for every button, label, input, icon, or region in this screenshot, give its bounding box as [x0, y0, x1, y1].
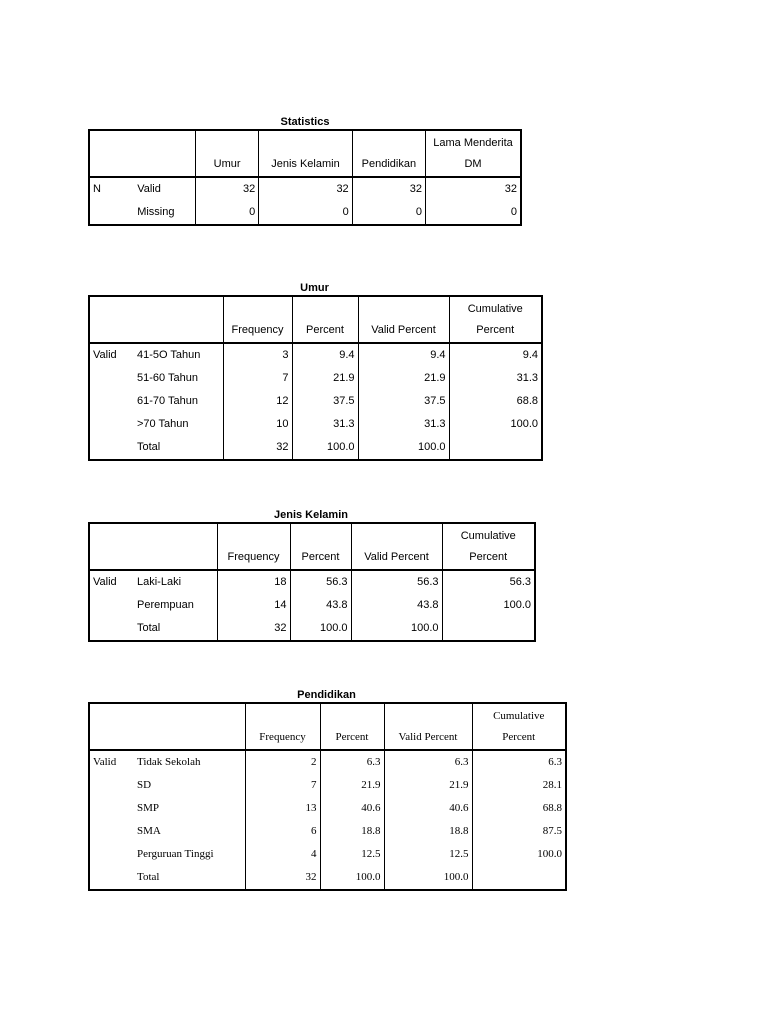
row-label: Total — [134, 617, 217, 641]
table-cell: 7 — [245, 774, 320, 797]
table-cell: 9.4 — [358, 343, 449, 367]
table-cell: 43.8 — [351, 594, 442, 617]
table-row — [89, 413, 542, 436]
table-row — [89, 201, 521, 225]
table-cell: 100.0 — [358, 436, 449, 460]
table-cell: 6 — [245, 820, 320, 843]
table-cell: 18 — [217, 570, 290, 594]
table-cell: 0 — [195, 201, 258, 225]
row-label: SMA — [134, 820, 245, 843]
row-label: 61-70 Tahun — [134, 390, 223, 413]
table-row — [89, 797, 566, 820]
row-group-label — [89, 797, 134, 820]
table-cell: 40.6 — [384, 797, 472, 820]
table-cell: 100.0 — [384, 866, 472, 890]
header-cell: Percent — [320, 703, 384, 750]
table-header-row — [89, 296, 542, 343]
table-cell: 18.8 — [384, 820, 472, 843]
table-header-row — [89, 703, 566, 750]
table-row — [89, 617, 535, 641]
row-label: 51-60 Tahun — [134, 367, 223, 390]
table-cell: 56.3 — [290, 570, 351, 594]
table-cell: 32 — [259, 177, 352, 201]
umur-block — [88, 282, 541, 461]
row-label: Perguruan Tinggi — [134, 843, 245, 866]
row-group-label — [89, 820, 134, 843]
table-cell: 32 — [426, 177, 521, 201]
row-label: Valid — [134, 177, 195, 201]
header-cell — [89, 296, 134, 343]
row-group-label: N — [93, 183, 101, 195]
table-cell: 4 — [245, 843, 320, 866]
table-row — [89, 843, 566, 866]
row-label: Total — [134, 866, 245, 890]
row-group-label — [89, 843, 134, 866]
table-row — [89, 750, 566, 774]
header-cell: Percent — [292, 296, 358, 343]
header-cell: Valid Percent — [351, 523, 442, 570]
table-cell: 87.5 — [472, 820, 566, 843]
row-label: Laki-Laki — [134, 570, 217, 594]
umur-title: Umur — [300, 282, 329, 294]
row-group-label — [89, 774, 134, 797]
header-cell: Frequency — [223, 296, 292, 343]
table-row — [89, 436, 542, 460]
table-cell — [442, 617, 535, 641]
header-cell: Valid Percent — [384, 703, 472, 750]
table-cell: 37.5 — [358, 390, 449, 413]
table-cell: 37.5 — [292, 390, 358, 413]
table-cell: 100.0 — [290, 617, 351, 641]
statistics-title: Statistics — [280, 116, 330, 128]
table-cell: 21.9 — [292, 367, 358, 390]
header-cell: Cumulative Percent — [472, 703, 566, 750]
table-cell: 13 — [245, 797, 320, 820]
table-row — [89, 367, 542, 390]
table-cell: 6.3 — [320, 750, 384, 774]
table-row — [89, 390, 542, 413]
pendidikan-table — [88, 702, 567, 891]
table-cell: 7 — [223, 367, 292, 390]
table-cell: 28.1 — [472, 774, 566, 797]
row-group-label: Valid — [93, 576, 117, 588]
row-label: >70 Tahun — [134, 413, 223, 436]
row-label: SMP — [134, 797, 245, 820]
table-cell: 68.8 — [472, 797, 566, 820]
row-group-label — [89, 436, 134, 460]
row-group-label — [89, 866, 134, 890]
jenis-kelamin-block — [88, 509, 534, 642]
table-cell: 100.0 — [472, 843, 566, 866]
table-cell: 32 — [245, 866, 320, 890]
table-cell: 6.3 — [384, 750, 472, 774]
table-row — [89, 820, 566, 843]
header-cell: Percent — [290, 523, 351, 570]
table-cell: 31.3 — [449, 367, 542, 390]
table-cell: 32 — [195, 177, 258, 201]
table-row — [89, 570, 535, 594]
table-cell: 100.0 — [320, 866, 384, 890]
row-label: 41-5O Tahun — [134, 343, 223, 367]
header-cell — [134, 523, 217, 570]
table-cell: 6.3 — [472, 750, 566, 774]
table-cell: 56.3 — [442, 570, 535, 594]
header-cell — [89, 130, 134, 177]
header-cell: Lama Menderita DM — [426, 130, 521, 177]
header-cell — [134, 130, 195, 177]
header-cell: Cumulative Percent — [449, 296, 542, 343]
header-cell: Frequency — [245, 703, 320, 750]
header-cell: Umur — [195, 130, 258, 177]
table-cell: 0 — [259, 201, 352, 225]
row-label: SD — [134, 774, 245, 797]
table-cell: 100.0 — [449, 413, 542, 436]
table-cell: 31.3 — [358, 413, 449, 436]
table-cell: 21.9 — [320, 774, 384, 797]
table-cell: 2 — [245, 750, 320, 774]
jenis-kelamin-table — [88, 522, 536, 642]
header-cell — [134, 703, 245, 750]
table-cell: 40.6 — [320, 797, 384, 820]
row-group-label — [89, 617, 134, 641]
table-cell — [449, 436, 542, 460]
pendidikan-title: Pendidikan — [297, 689, 356, 701]
table-row — [89, 343, 542, 367]
table-cell — [472, 866, 566, 890]
row-label: Tidak Sekolah — [134, 750, 245, 774]
header-cell — [89, 523, 134, 570]
row-label: Total — [134, 436, 223, 460]
table-cell: 31.3 — [292, 413, 358, 436]
header-cell — [89, 703, 134, 750]
table-cell: 14 — [217, 594, 290, 617]
table-cell: 0 — [352, 201, 425, 225]
row-group-label — [89, 201, 134, 225]
statistics-table — [88, 129, 522, 226]
table-cell: 12.5 — [384, 843, 472, 866]
table-cell: 10 — [223, 413, 292, 436]
table-header-row — [89, 523, 535, 570]
umur-table — [88, 295, 543, 461]
table-header-row — [89, 130, 521, 177]
table-row — [89, 774, 566, 797]
table-cell: 32 — [223, 436, 292, 460]
row-group-label — [89, 367, 134, 390]
header-cell: Pendidikan — [352, 130, 425, 177]
table-row — [89, 866, 566, 890]
table-cell: 32 — [217, 617, 290, 641]
row-group-label — [89, 390, 134, 413]
table-cell: 9.4 — [292, 343, 358, 367]
table-cell: 68.8 — [449, 390, 542, 413]
statistics-block — [88, 116, 522, 226]
header-cell: Jenis Kelamin — [259, 130, 352, 177]
table-cell: 3 — [223, 343, 292, 367]
table-cell: 18.8 — [320, 820, 384, 843]
header-cell: Cumulative Percent — [442, 523, 535, 570]
row-group-label — [89, 413, 134, 436]
table-cell: 12 — [223, 390, 292, 413]
table-cell: 100.0 — [292, 436, 358, 460]
row-group-label: Valid — [93, 756, 117, 768]
table-cell: 32 — [352, 177, 425, 201]
header-cell: Frequency — [217, 523, 290, 570]
table-row — [89, 594, 535, 617]
table-cell: 100.0 — [351, 617, 442, 641]
header-cell — [134, 296, 223, 343]
pendidikan-block — [88, 689, 565, 891]
table-cell: 21.9 — [384, 774, 472, 797]
row-group-label — [89, 594, 134, 617]
row-group-label: Valid — [93, 349, 117, 361]
table-cell: 100.0 — [442, 594, 535, 617]
header-cell: Valid Percent — [358, 296, 449, 343]
table-cell: 12.5 — [320, 843, 384, 866]
table-cell: 43.8 — [290, 594, 351, 617]
table-cell: 56.3 — [351, 570, 442, 594]
jenis-kelamin-title: Jenis Kelamin — [274, 509, 348, 521]
table-cell: 9.4 — [449, 343, 542, 367]
table-cell: 0 — [426, 201, 521, 225]
row-label: Missing — [134, 201, 195, 225]
table-row — [89, 177, 521, 201]
row-label: Perempuan — [134, 594, 217, 617]
table-cell: 21.9 — [358, 367, 449, 390]
